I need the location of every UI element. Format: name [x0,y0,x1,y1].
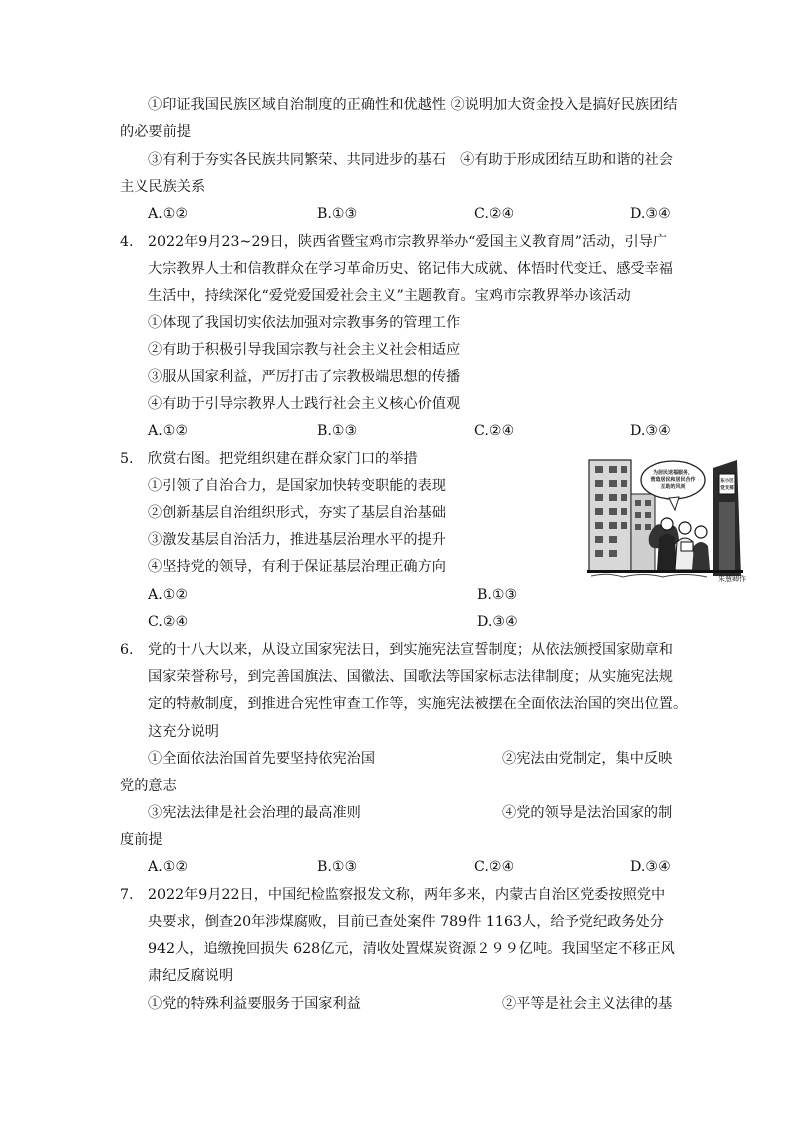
q4-stem-1: 2022年9月23~29日，陕西省暨宝鸡市宗教界举办“爱国主义教育周”活动，引导广 [148,234,668,250]
q5-statement-4: ④坚持党的领导，有利于保证基层治理正确方向 [148,559,446,575]
q4-option-d[interactable]: D.③④ [630,423,671,439]
q4-option-b[interactable]: B.①③ [317,423,358,439]
q5-stem: 欣赏右图。把党组织建在群众家门口的举措 [148,451,418,467]
q3-option-d[interactable]: D.③④ [630,206,671,222]
q7-stem-2: 央要求，倒查20年涉煤腐败，目前已查处案件 789件 1163人，给予党纪政务处分 [148,914,664,930]
q3-statement-1: ①印证我国民族区域自治制度的正确性和优越性 ②说明加大资金投入是搞好民族团结 [148,97,678,113]
cartoon-caption: 朱慧卿作 [718,575,746,583]
q4-statement-1: ①体现了我国切实依法加强对宗教事务的管理工作 [148,315,461,331]
q6-statement-4-cont: 度前提 [120,832,163,848]
building-icon [589,460,631,572]
q3-option-a[interactable]: A.①② [148,206,189,222]
q4-option-a[interactable]: A.①② [148,423,189,439]
q4-statement-2: ②有助于积极引导我国宗教与社会主义社会相适应 [148,342,461,358]
q6-option-a[interactable]: A.①② [148,859,189,875]
q5-option-a[interactable]: A.①② [148,587,189,603]
svg-text:互助的风尚: 互助的风尚 [660,484,686,490]
q7-stem-4: 肃纪反腐说明 [148,968,234,984]
people-icon [657,518,710,570]
q3-statement-1-cont: 的必要前提 [120,124,191,140]
q3-statement-2: ③有利于夯实各民族共同繁荣、共同进步的基石 ④有助于形成团结互助和谐的社会 [148,152,673,168]
q6-statement-4: ④党的领导是法治国家的制 [502,805,673,821]
svg-text:为居民送福服务，: 为居民送福服务， [652,470,694,476]
q6-option-c[interactable]: C.②④ [474,859,515,875]
q7-statement-1: ①党的特殊利益要服务于国家利益 [148,996,361,1012]
q6-stem-2: 国家荣誉称号，到完善国旗法、国徽法、国歌法等国家标志法律制度；从实施宪法规 [148,669,673,685]
party-office-door [713,460,741,576]
q4-option-c[interactable]: C.②④ [474,423,515,439]
q5-option-c[interactable]: C.②④ [148,614,189,630]
q5-statement-2: ②创新基层自治组织形式，夯实了基层自治基础 [148,505,446,521]
q5-statement-3: ③激发基层自治活力，推进基层治理水平的提升 [148,532,446,548]
q6-stem-3: 定的特赦制度，到推进合宪性审查工作等，实施宪法被摆在全面依法治国的突出位置。 [148,696,688,712]
q3-statement-2-cont: 主义民族关系 [120,179,206,195]
q6-number: 6. [120,642,134,658]
q7-stem-1: 2022年9月22日，中国纪检监察报发文称，两年多来，内蒙古自治区党委按照党中 [148,887,666,903]
svg-text:营造居民和居民合作: 营造居民和居民合作 [650,477,696,483]
q4-statement-3: ③服从国家利益，严厉打击了宗教极端思想的传播 [148,369,461,385]
q6-stem-4: 这充分说明 [148,724,219,740]
q6-statement-2-cont: 党的意志 [120,778,177,794]
q5-option-d[interactable]: D.③④ [477,614,518,630]
q4-statement-4: ④有助于引导宗教界人士践行社会主义核心价值观 [148,396,461,412]
q3-option-c[interactable]: C.②④ [474,206,515,222]
q5-option-b[interactable]: B.①③ [477,587,518,603]
q4-stem-2: 大宗教界人士和信教群众在学习革命历史、铭记伟大成就、体悟时代变迁、感受幸福 [148,261,673,277]
q4-stem-3: 生活中，持续深化“爱党爱国爱社会主义”主题教育。宝鸡市宗教界举办该活动 [148,288,631,304]
svg-text:东小区: 东小区 [720,479,734,484]
q5-statement-1: ①引领了自治合力，是国家加快转变职能的表现 [148,478,446,494]
q7-statement-2: ②平等是社会主义法律的基 [502,996,673,1012]
q6-statement-3: ③宪法法律是社会治理的最高准则 [148,805,361,821]
q7-stem-3: 942人，追缴挽回损失 628亿元，清收处置煤炭资源２９９亿吨。我国坚定不移正风 [148,941,675,957]
q6-option-d[interactable]: D.③④ [630,859,671,875]
q6-option-b[interactable]: B.①③ [317,859,358,875]
cartoon-illustration [587,458,743,586]
q6-statement-1: ①全面依法治国首先要坚持依宪治国 [148,751,376,767]
q5-number: 5. [120,451,134,467]
q4-number: 4. [120,234,134,250]
q7-number: 7. [120,887,134,903]
q3-option-b[interactable]: B.①③ [317,206,358,222]
q6-stem-1: 党的十八大以来，从设立国家宪法日，到实施宪法宣誓制度；从依法颁授国家勋章和 [148,642,673,658]
q6-statement-2: ②宪法由党制定，集中反映 [502,751,673,767]
svg-text:党支部: 党支部 [720,486,734,491]
